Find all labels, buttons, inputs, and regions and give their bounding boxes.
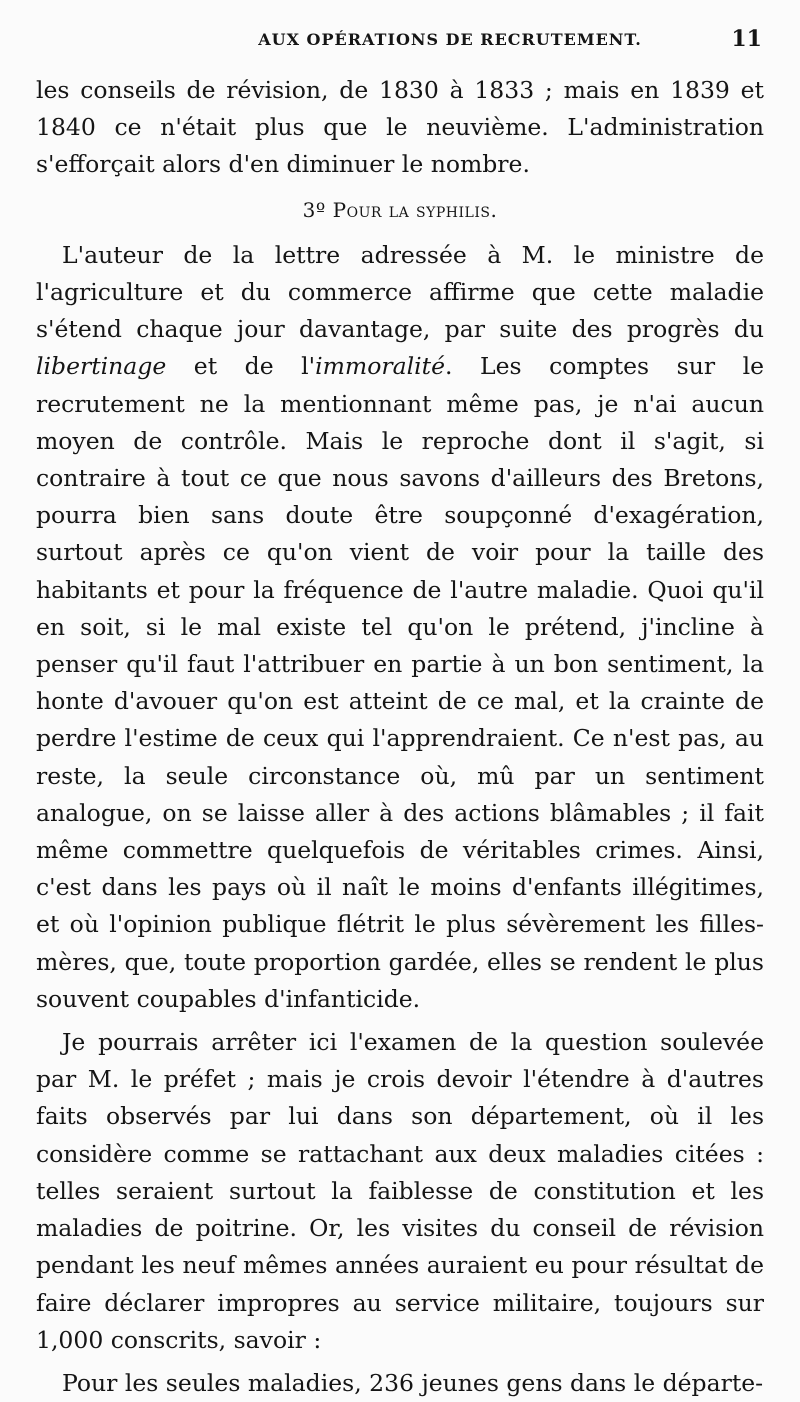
section-heading <box>36 192 764 229</box>
running-head: AUX OPÉRATIONS DE RECRUTEMENT. <box>258 30 642 49</box>
body-text <box>36 72 764 1402</box>
paragraph-syphilis <box>36 237 764 1018</box>
section-title: Pour la syphilis. <box>332 197 498 222</box>
paragraph-text: L'auteur de la lettre adressée à M. le ministre de l'agriculture et du commerce affirme que cette maladie s'étend chaque jour davantage, par suite des progrès du <box>36 240 764 344</box>
paragraph-text: . Les comptes sur le recrutement ne la mentionnant même pas, je n'ai aucun moyen de contrôle. Mais le reproche dont il s'agit, si contraire à tout ce que nous savons d'ailleurs des Bretons, pourra bien sans doute être soupçonné d'exagération, surtout après ce qu'on vient de voir pour la taille des habitants et pour la fréquence de l'autre maladie. Quoi qu'il en soit, si le mal existe tel qu'on le prétend, j'incline à penser qu'il faut l'attribuer en partie à un bon sentiment, la honte d'avouer qu'on est atteint de ce mal, et la crainte de perdre l'estime de ceux qui l'apprendraient. Ce n'est pas, au reste, la seule circonstance où, mû par un sentiment analogue, on se laisse aller à des actions blâmables ; il fait même commettre quelquefois de véritables crimes. Ainsi, c'est dans les pays où il naît le moins d'enfants illégitimes, et où l'opinion publique flétrit le plus sévèrement les filles-mères, que, toute proportion gardée, elles se rendent le plus souvent coupables d'infanticide. <box>36 352 765 1013</box>
emphasis-immoralite: immoralité <box>315 352 445 381</box>
paragraph-examination: Je pourrais arrêter ici l'examen de la question soulevée par M. le préfet ; mais je crois devoir l'étendre à d'autres faits observés par lui dans son département, où il les considère comme se rattachant aux deux maladies citées : telles seraient surtout la faiblesse de constitution et les maladies de poitrine. Or, les visites du conseil de révision pendant les neuf mêmes années auraient eu pour résultat de faire déclarer impropres au service militaire, toujours sur 1,000 conscrits, savoir : <box>36 1028 764 1354</box>
paragraph-text: et de l' <box>166 352 316 381</box>
paragraph-continuation: les conseils de révision, de 1830 à 1833 ; mais en 1839 et 1840 ce n'était plus que le neuvième. L'administration s'efforçait alors d'en diminuer le nombre. <box>36 76 764 179</box>
section-number: 3º <box>302 197 326 222</box>
emphasis-libertinage: libertinage <box>36 352 167 381</box>
paragraph-maladies: Pour les seules maladies, 236 jeunes gens dans le départe- <box>62 1368 764 1397</box>
page-number: 11 <box>731 26 762 52</box>
